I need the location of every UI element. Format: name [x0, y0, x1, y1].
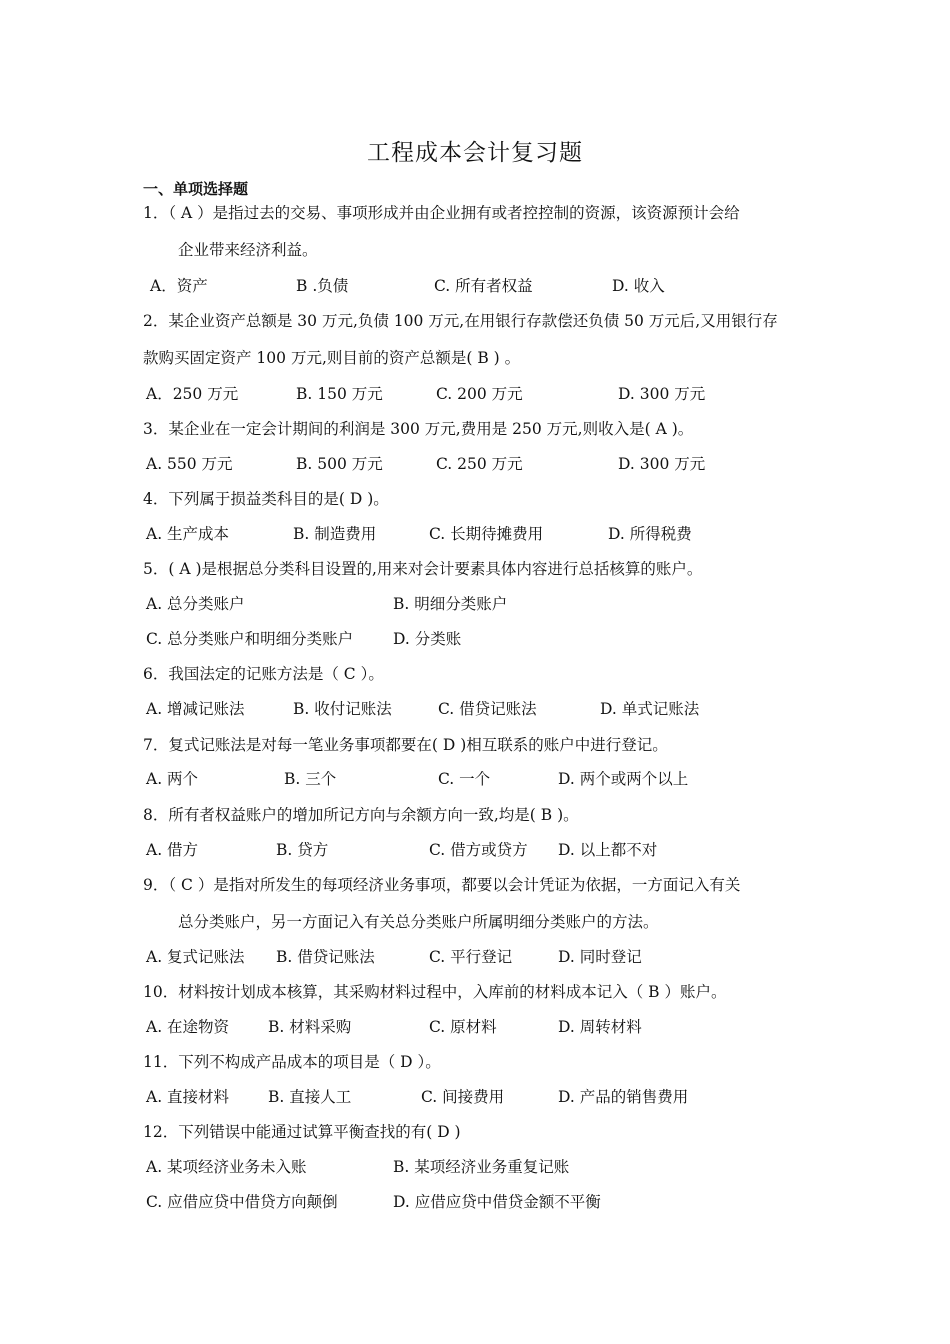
- question-5-option-c: C. 总分类账户和明细分类账户: [146, 630, 354, 648]
- question-1-option-b: B .负债: [296, 277, 349, 295]
- question-12-option-d: D. 应借应贷中借贷金额不平衡: [393, 1193, 601, 1211]
- question-7-option-d: D. 两个或两个以上: [558, 770, 689, 788]
- question-1-option-d: D. 收入: [612, 277, 665, 295]
- question-10-option-b: B. 材料采购: [268, 1018, 352, 1036]
- question-1-text-cont: 企业带来经济利益。: [178, 241, 318, 259]
- question-3-text: 3．某企业在一定会计期间的利润是 300 万元,费用是 250 万元,则收入是( A )。: [143, 420, 694, 438]
- question-1-text: 1．（ A ）是指过去的交易、事项形成并由企业拥有或者控控制的资源，该资源预计会给: [143, 204, 740, 222]
- question-10-option-d: D. 周转材料: [558, 1018, 642, 1036]
- question-8-text: 8．所有者权益账户的增加所记方向与余额方向一致,均是( B )。: [143, 806, 579, 824]
- question-7-option-a: A. 两个: [146, 770, 199, 788]
- question-2-text-cont: 款购买固定资产 100 万元,则目前的资产总额是( B ) 。: [143, 349, 521, 367]
- question-3-option-a: A. 550 万元: [146, 455, 233, 473]
- question-5-option-b: B. 明细分类账户: [393, 595, 508, 613]
- question-6-option-d: D. 单式记账法: [600, 700, 700, 718]
- question-9-text: 9．（ C ）是指对所发生的每项经济业务事项，都要以会计凭证为依据，一方面记入有关: [143, 876, 741, 894]
- question-9-option-b: B. 借贷记账法: [276, 948, 375, 966]
- question-4-option-a: A. 生产成本: [146, 525, 230, 543]
- question-8-option-c: C. 借方或贷方: [429, 841, 528, 859]
- question-6-option-a: A. 增减记账法: [146, 700, 245, 718]
- question-11-option-b: B. 直接人工: [268, 1088, 352, 1106]
- question-5-option-a: A. 总分类账户: [146, 595, 245, 613]
- question-11-option-a: A. 直接材料: [146, 1088, 230, 1106]
- question-10-option-a: A. 在途物资: [146, 1018, 230, 1036]
- question-11-text: 11．下列不构成产品成本的项目是（ D ）。: [143, 1053, 441, 1071]
- question-9-option-a: A. 复式记账法: [146, 948, 245, 966]
- question-4-text: 4．下列属于损益类科目的是( D )。: [143, 490, 389, 508]
- question-5-option-d: D. 分类账: [393, 630, 462, 648]
- question-9-text-cont: 总分类账户，另一方面记入有关总分类账户所属明细分类账户的方法。: [178, 913, 659, 931]
- question-2-option-a: A．250 万元: [146, 385, 239, 403]
- question-7-option-c: C. 一个: [438, 770, 491, 788]
- question-6-option-b: B. 收付记账法: [293, 700, 392, 718]
- question-7-option-b: B. 三个: [284, 770, 337, 788]
- question-3-option-d: D. 300 万元: [618, 455, 706, 473]
- question-2-option-b: B. 150 万元: [296, 385, 383, 403]
- question-7-text: 7．复式记账法是对每一笔业务事项都要在( D )相互联系的账户中进行登记。: [143, 736, 668, 754]
- question-2-text: 2．某企业资产总额是 30 万元,负债 100 万元,在用银行存款偿还负债 50 万元后,又用银行存: [143, 312, 778, 330]
- question-10-text: 10．材料按计划成本核算，其采购材料过程中，入库前的材料成本记入（ B ）账户。: [143, 983, 727, 1001]
- question-4-option-d: D. 所得税费: [608, 525, 692, 543]
- question-5-text: 5．( A )是根据总分类科目设置的,用来对会计要素具体内容进行总括核算的账户。: [143, 560, 703, 578]
- question-11-option-c: C. 间接费用: [421, 1088, 505, 1106]
- question-11-option-d: D. 产品的销售费用: [558, 1088, 689, 1106]
- question-3-option-b: B. 500 万元: [296, 455, 383, 473]
- page-title: 工程成本会计复习题: [367, 140, 583, 166]
- question-12-text: 12．下列错误中能通过试算平衡查找的有( D ): [143, 1123, 461, 1141]
- question-10-option-c: C. 原材料: [429, 1018, 497, 1036]
- question-9-option-d: D. 同时登记: [558, 948, 642, 966]
- question-2-option-d: D. 300 万元: [618, 385, 706, 403]
- question-8-option-a: A. 借方: [146, 841, 199, 859]
- question-6-option-c: C. 借贷记账法: [438, 700, 537, 718]
- question-8-option-d: D. 以上都不对: [558, 841, 658, 859]
- question-8-option-b: B. 贷方: [276, 841, 329, 859]
- question-6-text: 6．我国法定的记账方法是（ C ）。: [143, 665, 384, 683]
- question-12-option-b: B. 某项经济业务重复记账: [393, 1158, 570, 1176]
- question-12-option-a: A. 某项经济业务未入账: [146, 1158, 307, 1176]
- question-12-option-c: C. 应借应贷中借贷方向颠倒: [146, 1193, 338, 1211]
- question-4-option-b: B. 制造费用: [293, 525, 377, 543]
- question-2-option-c: C. 200 万元: [436, 385, 523, 403]
- question-1-option-c: C. 所有者权益: [434, 277, 533, 295]
- question-3-option-c: C. 250 万元: [436, 455, 523, 473]
- section-heading: 一、单项选择题: [143, 180, 249, 198]
- question-1-option-a: A．资产: [150, 277, 208, 295]
- question-4-option-c: C. 长期待摊费用: [429, 525, 544, 543]
- question-9-option-c: C. 平行登记: [429, 948, 513, 966]
